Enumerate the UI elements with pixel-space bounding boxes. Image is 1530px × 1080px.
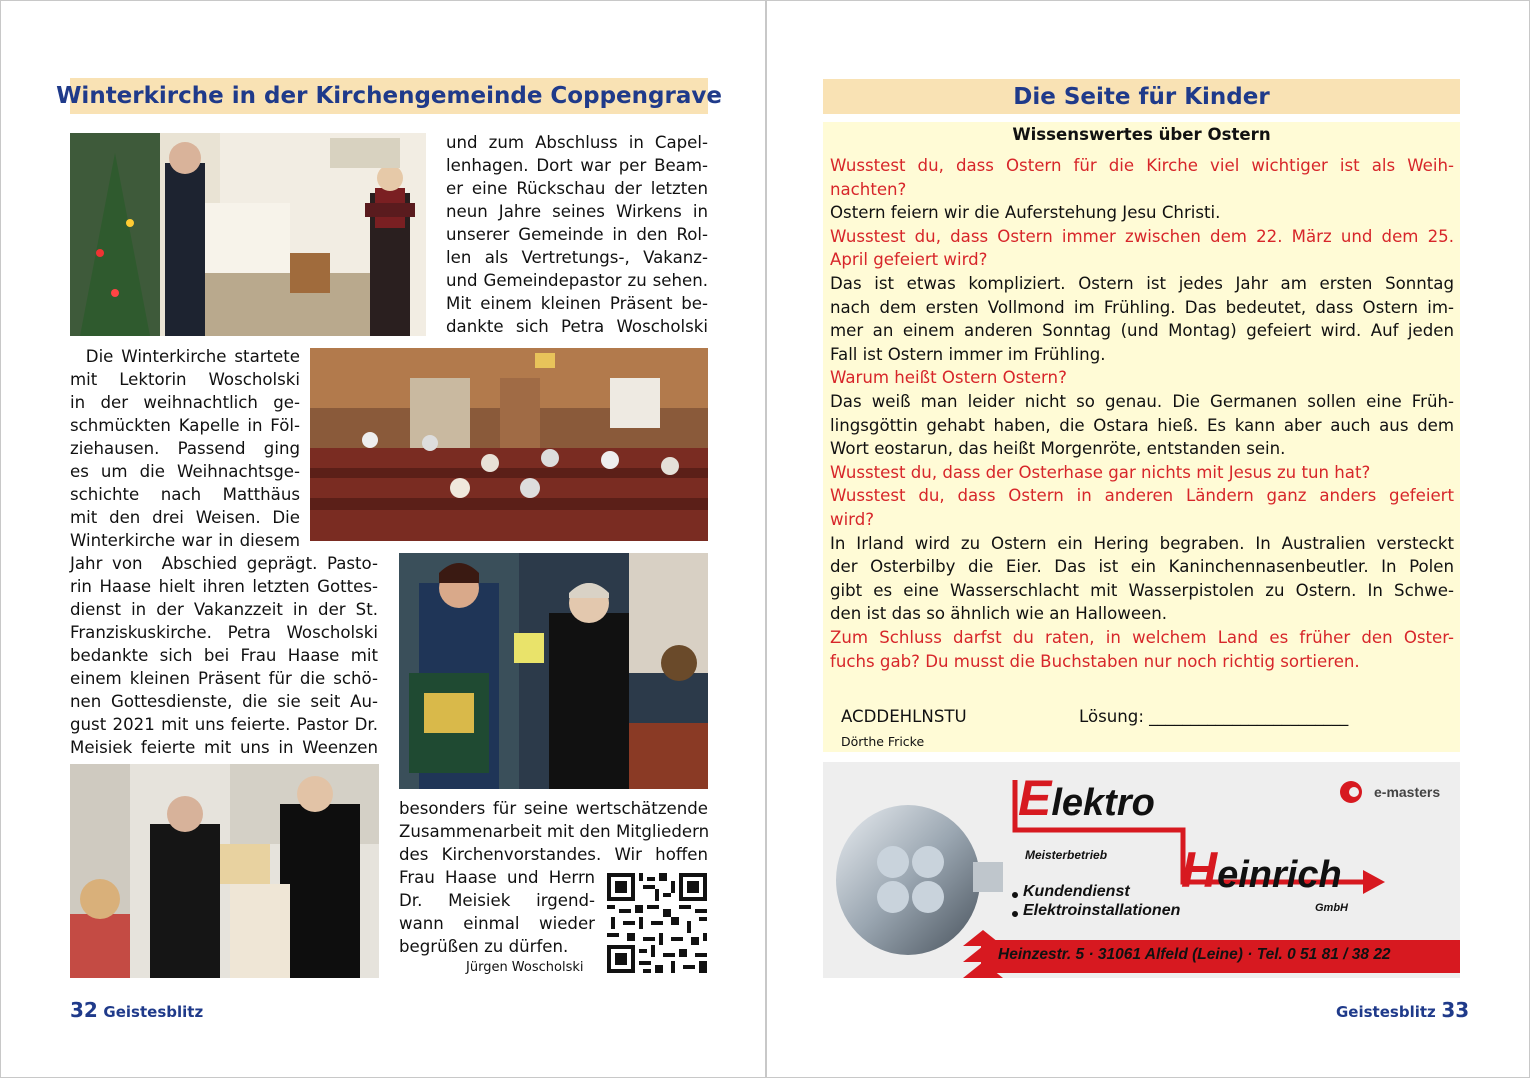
solution-field: Lösung: ________________________: [1079, 707, 1349, 726]
text-line: unserer Gemeinde in den Rol-: [446, 225, 708, 244]
magazine-name: Geistesblitz: [1336, 1003, 1436, 1021]
kids-text-line: In Irland wird zu Ostern ein Hering begraben. In Australien versteckt: [830, 533, 1454, 553]
puzzle-letters: ACDDEHLNSTU: [841, 707, 967, 726]
kids-text-line: nachten?: [830, 179, 907, 199]
kids-text-line: Zum Schluss darfst du raten, in welchem Land es früher den Oster-: [830, 628, 1454, 647]
text-line: und Gemeindepastor zu sehen.: [446, 271, 708, 290]
kids-text-line: Wusstest du, dass der Osterhase gar nichts mit Jesus zu tun hat?: [830, 462, 1371, 482]
text-col-right-bottom: [399, 797, 708, 866]
text-line: mit Lektorin Woscholski: [70, 370, 300, 389]
kids-text-line: April gefeiert wird?: [830, 250, 988, 270]
kids-text-line: Wusstest du, dass Ostern in anderen Ländern ganz anders gefeiert: [830, 486, 1454, 506]
text-line: Frau Haase und Herrn: [399, 868, 595, 887]
ad-brand-initial-h: H: [1181, 842, 1218, 898]
text-line: dankte sich Petra Woscholski: [446, 317, 708, 336]
footer-right: [1336, 998, 1469, 1022]
text-col-right-bottom-narrow: [399, 866, 595, 958]
photo-congregation: [310, 348, 708, 541]
text-line: und zum Abschluss in Capel-: [446, 133, 708, 152]
kids-text-line: gibt es eine Wasserschlacht mit Wasserpistolen zu Ostern. In Schwe-: [830, 580, 1454, 600]
text-line: gust 2021 mit uns feierte. Pastor Dr.: [70, 715, 378, 734]
kids-subtitle: Wissenswertes über Ostern: [1012, 125, 1271, 144]
text-line: besonders für seine wertschätzende: [399, 799, 708, 818]
kids-text-line: Fall ist Ostern immer im Frühling.: [830, 344, 1106, 364]
text-line: es um die Weihnachtsge-: [70, 462, 300, 481]
ad-service-1: Kundendienst: [1023, 883, 1130, 900]
ad-address: Heinzestr. 5 · 31061 Alfeld (Leine) · Tel. 0 51 81 / 38 22: [998, 946, 1391, 963]
ad-service-2: Elektroinstallationen: [1023, 902, 1181, 919]
text-line: Die Winterkirche startete: [70, 347, 300, 366]
text-line: Jahr von Abschied geprägt. Pasto-: [70, 554, 378, 573]
kids-text-line: nach dem ersten Vollmond im Frühling. Das bedeutet, dass Ostern im-: [830, 297, 1454, 317]
kids-title: Die Seite für Kinder: [823, 79, 1460, 114]
kids-text-line: Wusstest du, dass Ostern für die Kirche viel wichtiger ist als Weih-: [830, 156, 1454, 175]
photo-present-haase: [399, 553, 708, 789]
text-line: ziehausen. Passend ging: [70, 439, 300, 458]
kids-text-line: Das weiß man leider nicht so genau. Die Germanen sollen eine Früh-: [830, 392, 1454, 411]
text-col-left-narrow: [70, 345, 300, 552]
kids-text-line: fuchs gab? Du musst die Buchstaben nur noch richtig sortieren.: [830, 651, 1360, 671]
text-line: Meisiek feierte mit uns in Weenzen: [70, 738, 378, 757]
kids-text-line: wird?: [830, 510, 875, 529]
photo-chapel: [70, 133, 426, 336]
ad-brand-initial-e: E: [1018, 770, 1052, 826]
ad-emasters: e-masters: [1374, 784, 1441, 800]
kids-author: Dörthe Fricke: [841, 734, 925, 749]
ad-gmbh: GmbH: [1315, 902, 1348, 914]
kids-text-line: Ostern feiern wir die Auferstehung Jesu Christi.: [830, 203, 1221, 223]
text-line: Winterkirche war in diesem: [70, 531, 300, 550]
text-line: begrüßen zu dürfen.: [399, 937, 569, 956]
qr-code-icon[interactable]: [607, 873, 707, 973]
text-col-left-wide: [70, 552, 378, 759]
ad-brand-elektro-rest: lektro: [1051, 782, 1155, 824]
footer-left: [70, 998, 203, 1022]
text-line: er eine Rückschau der letzten: [446, 179, 708, 198]
text-line: nen Gottesdienste, die sie seit Au-: [70, 692, 378, 711]
kids-text-line: lingsgöttin gehabt haben, die Ostara hieß. Es kann aber auch aus dem: [830, 415, 1454, 435]
text-line: des Kirchenvorstandes. Wir hoffen: [399, 845, 708, 864]
kids-box: [823, 122, 1460, 752]
ad-elektro-heinrich[interactable]: [823, 762, 1460, 978]
ad-meisterbetrieb: Meisterbetrieb: [1025, 848, 1108, 862]
page-number: 33: [1441, 998, 1470, 1022]
text-line: Franziskuskirche. Petra Woscholski: [70, 623, 378, 642]
article-author: Jürgen Woscholski: [466, 960, 584, 975]
magazine-name: Geistesblitz: [103, 1003, 204, 1021]
text-line: rin Haase hielt ihren letzten Gottes-: [70, 577, 378, 596]
kids-text-line: Das ist etwas kompliziert. Ostern ist jedes Jahr am ersten Sonntag: [830, 274, 1454, 293]
ad-brand-heinrich: [1181, 842, 1342, 898]
article-title: Winterkirche in der Kirchengemeinde Coppengrave: [70, 78, 708, 114]
text-line: dienst in der Vakanzzeit in der St.: [70, 600, 378, 619]
kids-text-line: der Osterbilby die Eier. Das ist ein Kaninchennasenbeutler. In Polen: [830, 557, 1454, 577]
ad-brand-elektro: [1018, 770, 1155, 826]
kids-text-line: mer an einem anderen Sonntag (und Montag) gefeiert wird. Auf jeden: [830, 321, 1454, 341]
text-col-right-top: [446, 131, 708, 338]
text-line: len als Vertretungs-, Vakanz-: [446, 248, 708, 267]
ad-brand-heinrich-rest: einrich: [1217, 854, 1342, 896]
page-number: 32: [70, 998, 98, 1022]
photo-pastor-meisiek: [70, 764, 379, 978]
kids-text-line: Wort eostarun, das heißt Morgenröte, entstanden sein.: [830, 439, 1286, 459]
kids-text-line: Wusstest du, dass Ostern immer zwischen dem 22. März und dem 25.: [830, 226, 1454, 246]
text-line: in der weihnachtlich ge-: [70, 393, 300, 412]
text-line: lenhagen. Dort war per Beam-: [446, 156, 708, 175]
text-line: schmückten Kapelle in Föl-: [70, 416, 300, 435]
text-line: Dr. Meisiek irgend-: [399, 891, 595, 910]
text-line: schichte nach Matthäus: [70, 485, 300, 504]
text-line: mit den drei Weisen. Die: [70, 508, 300, 527]
text-line: wann einmal wieder: [399, 914, 595, 933]
kids-text-line: Warum heißt Ostern Ostern?: [830, 368, 1067, 388]
text-line: bedankte sich bei Frau Haase mit: [70, 646, 378, 665]
text-line: Mit einem kleinen Präsent be-: [446, 294, 708, 313]
text-line: Zusammenarbeit mit den Mitgliedern: [399, 822, 710, 841]
kids-text-line: den ist das so ähnlich wie an Halloween.: [830, 604, 1168, 624]
text-line: einem kleinen Präsent für die schö-: [70, 669, 378, 688]
text-line: neun Jahre seines Wirkens in: [446, 202, 708, 221]
